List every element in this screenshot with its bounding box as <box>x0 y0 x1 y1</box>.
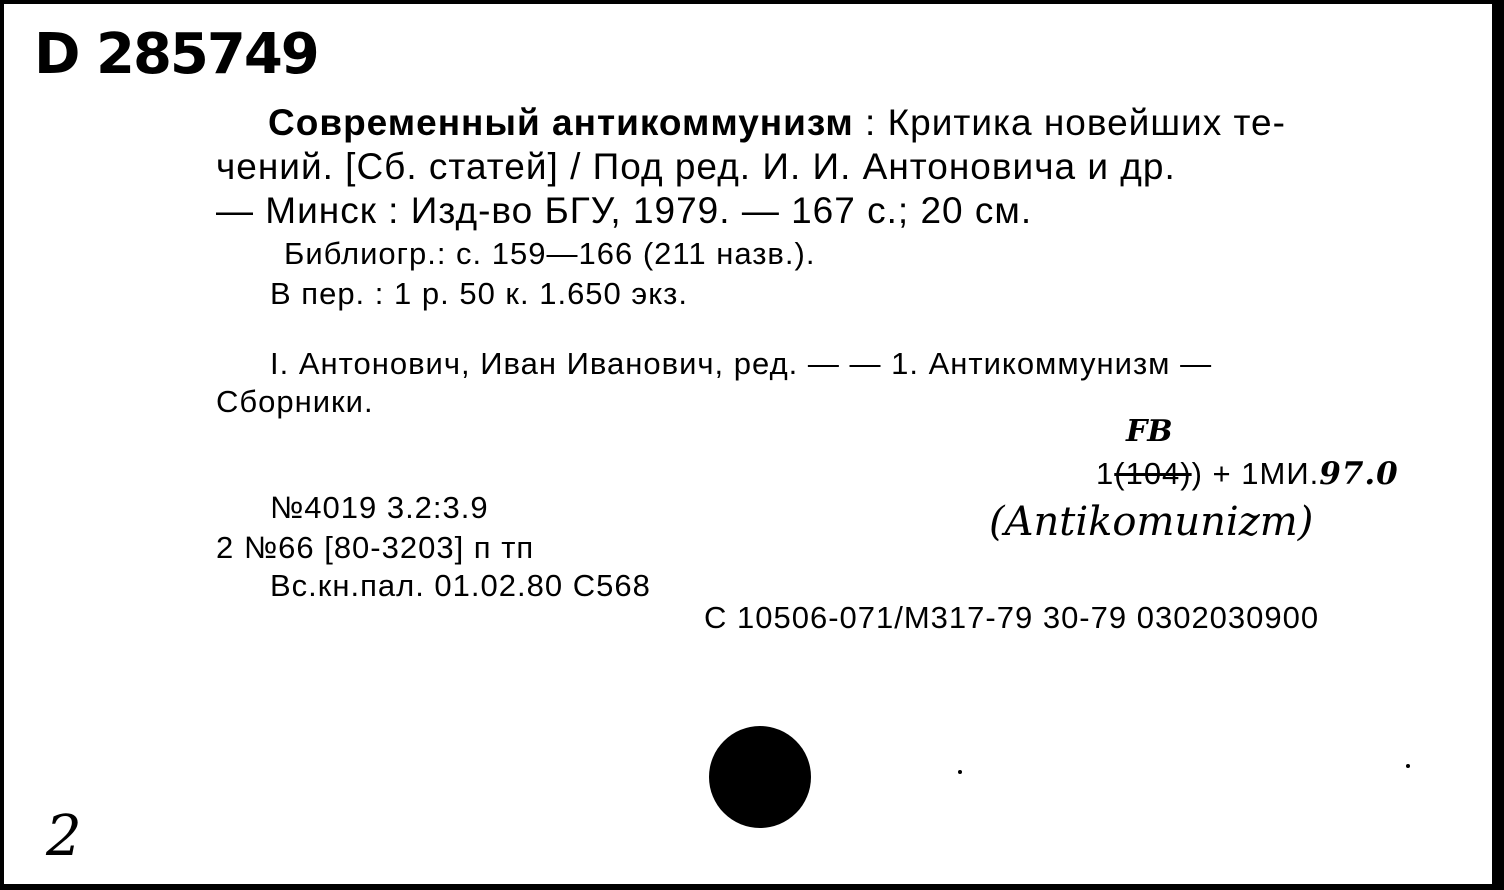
price-note: В пер. : 1 р. 50 к. 1.650 экз. <box>270 276 688 311</box>
speck <box>1406 764 1410 768</box>
handwritten-note: (Antikomunizm) <box>989 499 1314 545</box>
handwritten-fb: FB <box>1126 414 1173 449</box>
description-line-1 <box>268 102 1286 144</box>
handwritten-classification-suffix: 97.0 <box>1319 456 1399 492</box>
subtitle-start: : Критика новейших те- <box>853 102 1286 143</box>
handwritten-corner-mark: 2 <box>46 804 82 869</box>
number-line-3: Вс.кн.пал. 01.02.80 С568 <box>270 568 651 603</box>
description-line-2: чений. [Сб. статей] / Под ред. И. И. Антоновича и др. <box>216 146 1176 187</box>
publication-code: С 10506-071/М317-79 30-79 0302030900 <box>704 600 1320 635</box>
classification-line <box>1096 456 1399 492</box>
tracing-line-2: Сборники. <box>216 384 374 419</box>
tracing-line-1: I. Антонович, Иван Иванович, ред. — — 1. Антикоммунизм — <box>270 346 1213 381</box>
description-line-3: — Минск : Изд-во БГУ, 1979. — 167 с.; 20 см. <box>216 190 1033 231</box>
number-line-2: 2 №66 [80-3203] п тп <box>216 530 535 565</box>
classification-struck: (104) <box>1114 456 1192 491</box>
speck <box>958 770 962 774</box>
classification-rest: ) + 1МИ. <box>1191 456 1320 491</box>
punch-hole <box>709 726 811 828</box>
accession-number: D 285749 <box>34 22 318 87</box>
number-line-1: №4019 3.2:3.9 <box>270 490 489 525</box>
bibliography-note: Библиогр.: с. 159—166 (211 назв.). <box>284 236 816 271</box>
book-title: Современный антикоммунизм <box>268 102 854 143</box>
classification-prefix: 1 <box>1096 456 1115 491</box>
catalog-card <box>4 4 1496 888</box>
